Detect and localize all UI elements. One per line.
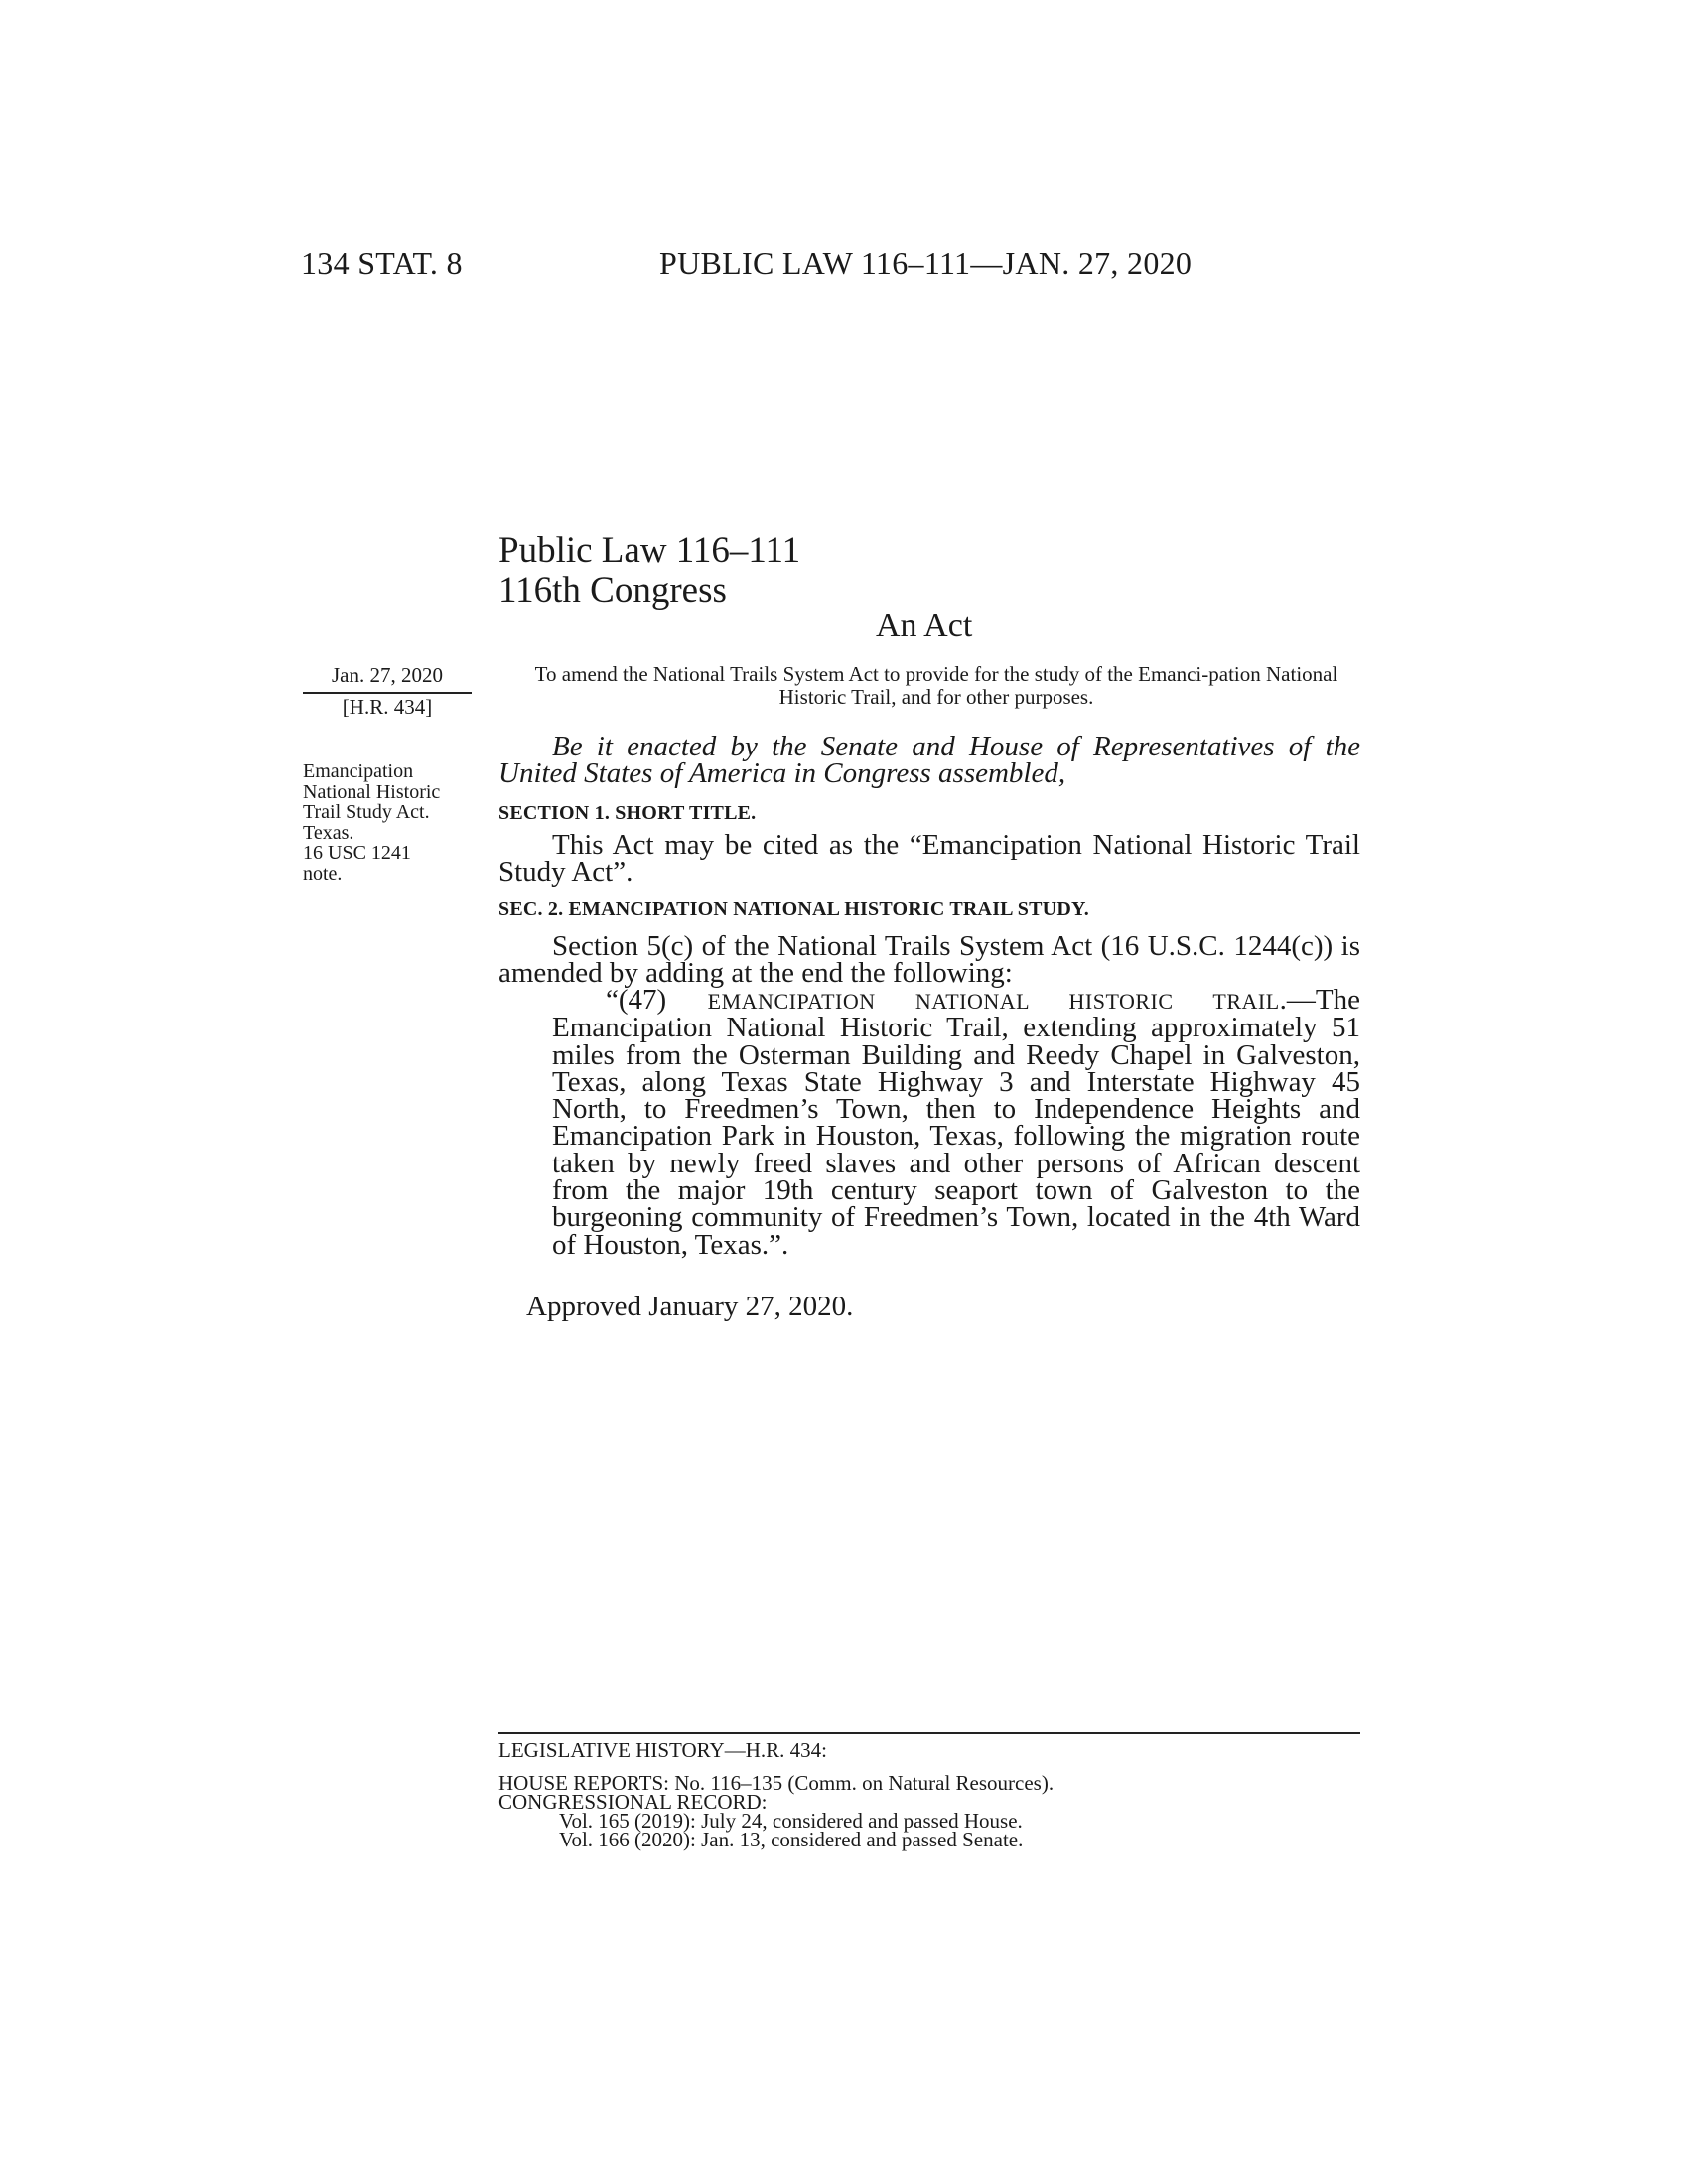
margin-bill-number: [H.R. 434] [342, 695, 433, 719]
congressional-record-line: CONGRESSIONAL RECORD: [498, 1790, 768, 1814]
margin-note-line: Trail Study Act. [303, 801, 430, 823]
section-1-text: This Act may be cited as the “Emancipation National Historic Trail Study Act”. [498, 829, 1360, 887]
quoted-amendment [552, 984, 1360, 1261]
section-1-heading: SECTION 1. SHORT TITLE. [498, 802, 757, 824]
running-head-title: PUBLIC LAW 116–111—JAN. 27, 2020 [659, 245, 1193, 281]
margin-note-line: 16 USC 1241 [303, 842, 411, 864]
margin-note-line: Emancipation [303, 760, 414, 782]
section-2-heading: SEC. 2. EMANCIPATION NATIONAL HISTORIC TRAIL STUDY. [498, 898, 1089, 920]
stat-page-citation: 134 STAT. 8 [301, 245, 463, 281]
quoted-paragraph-text: .—The Emancipation National Historic Trail, extending approximately 51 miles from the Osterman Building and Reedy Chapel in Galveston, Texas, along Texas State Highway 3 and Interstate Highway 45 North, to Freedmen’s Town, then to Independence Heights and Emancipation Park in Houston, Texas, following the migration route taken by newly freed slaves and other persons of African descent from the major 19th century seaport town of Galveston to the burgeoning community of Freedmen’s Town, located in the 4th Ward of Houston, Texas.”. [552, 984, 1360, 1261]
approval-date: Approved January 27, 2020. [526, 1291, 854, 1322]
public-law-title: Public Law 116–111 [498, 530, 801, 571]
record-volume-166: Vol. 166 (2020): Jan. 13, considered and passed Senate. [559, 1828, 1024, 1851]
margin-notes [303, 761, 440, 884]
legislative-history-body [498, 1771, 1055, 1851]
footer-divider [498, 1732, 1360, 1734]
margin-note-line: National Historic [303, 780, 441, 803]
margin-note-line: note. [303, 862, 343, 885]
quoted-paragraph-number: “(47) [606, 984, 667, 1016]
house-reports-line: HOUSE REPORTS: No. 116–135 (Comm. on Natural Resources). [498, 1771, 1055, 1795]
congress-label: 116th Congress [498, 570, 727, 611]
section-2-text: Section 5(c) of the National Trails System Act (16 U.S.C. 1244(c)) is amended by adding at the end the following: [498, 930, 1360, 989]
enacting-clause: Be it enacted by the Senate and House of Representatives of the United States of America in Congress assembled, [498, 731, 1360, 789]
quoted-paragraph-heading: EMANCIPATION NATIONAL HISTORIC TRAIL [707, 989, 1280, 1014]
record-volume-165: Vol. 165 (2019): July 24, considered and passed House. [559, 1809, 1023, 1833]
margin-date: Jan. 27, 2020 [332, 663, 443, 687]
margin-note-line: Texas. [303, 821, 354, 844]
margin-divider [303, 692, 472, 694]
an-act-heading: An Act [876, 608, 973, 644]
legislative-history-title: LEGISLATIVE HISTORY—H.R. 434: [498, 1738, 827, 1762]
purpose-statement: To amend the National Trails System Act to provide for the study of the Emanci-pation National Historic Trail, and for other purposes. [534, 662, 1338, 709]
